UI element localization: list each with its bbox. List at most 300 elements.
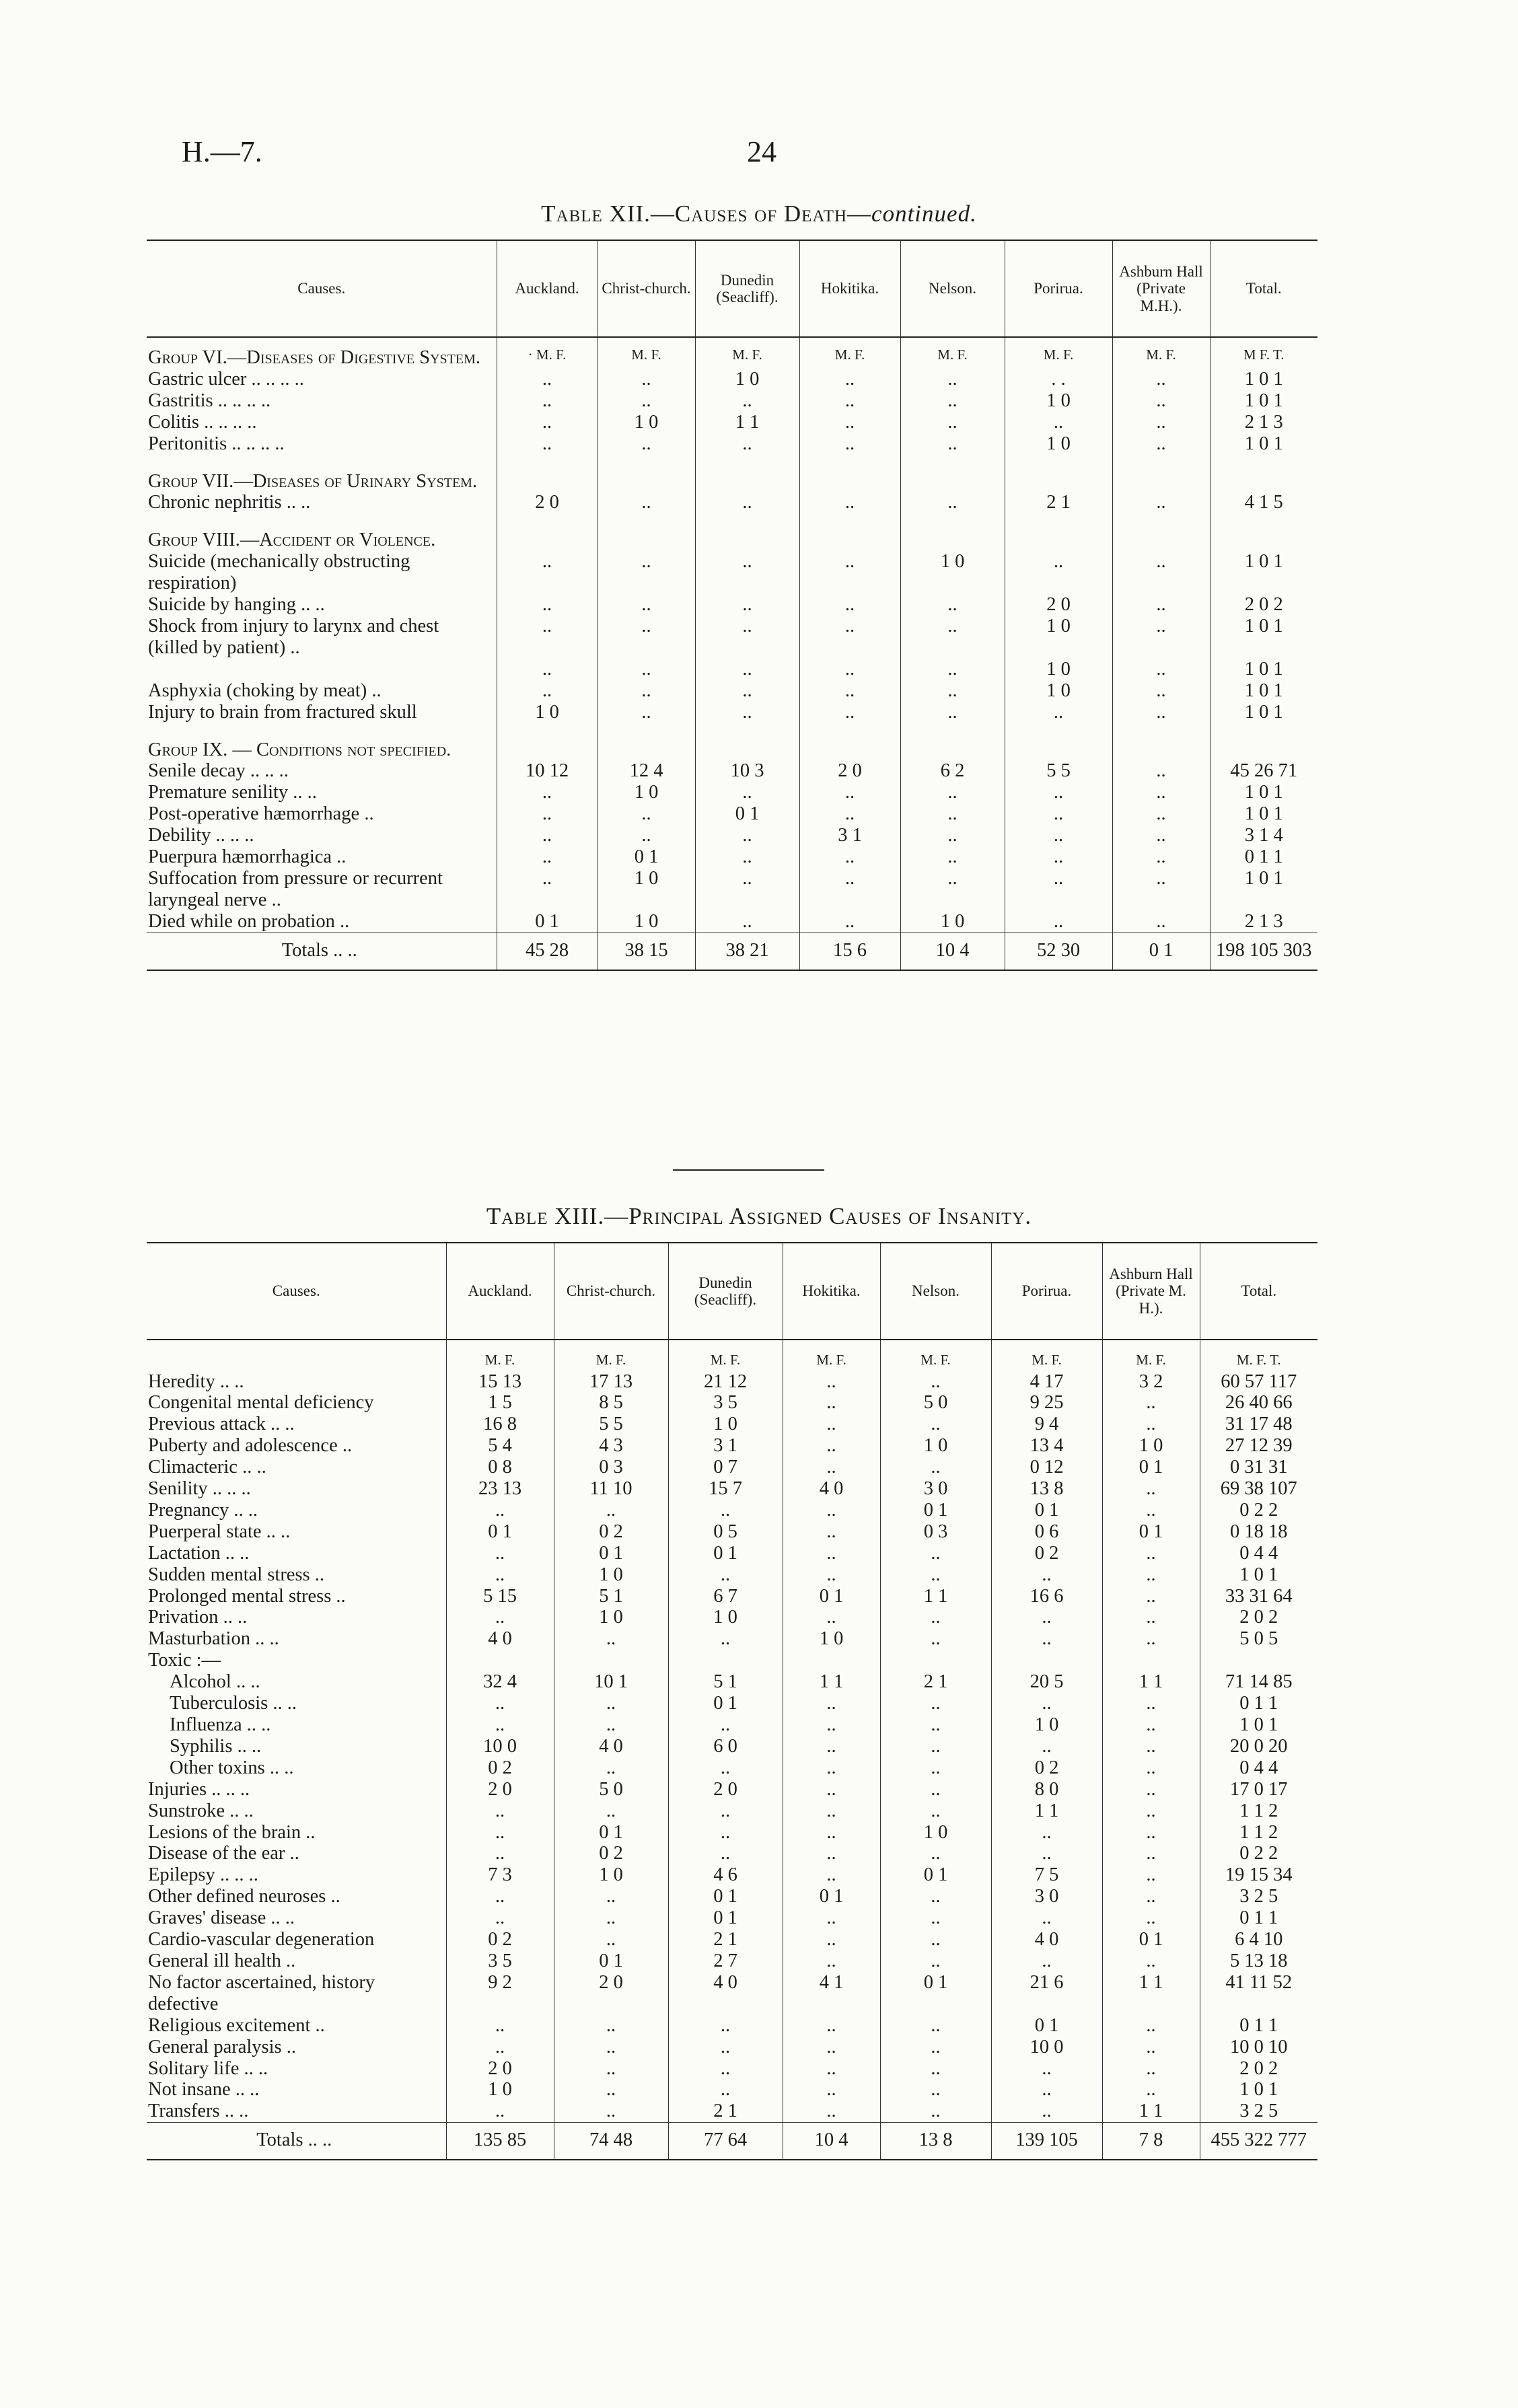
totals-cell: 38 21	[695, 933, 799, 970]
value-cell: ..	[783, 1392, 880, 1414]
column-header: Nelson.	[880, 1243, 991, 1340]
column-header: Christ-church.	[598, 240, 695, 337]
table-row	[147, 492, 1317, 513]
total-cell: 1 0 1	[1210, 868, 1317, 911]
value-cell: ..	[900, 492, 1005, 513]
sex-subheader: M. F.	[1102, 1340, 1200, 1371]
value-cell: ..	[668, 1564, 783, 1586]
value-cell: ..	[554, 1886, 668, 1907]
total-cell: 0 31 31	[1200, 1457, 1317, 1478]
table-row	[147, 2037, 1317, 2058]
spacer-cell	[598, 337, 695, 347]
value-cell: 13 4	[991, 1435, 1102, 1457]
group-row	[147, 347, 1317, 369]
value-cell: 1 0	[668, 1607, 783, 1628]
value-cell: 10 1	[554, 1671, 668, 1693]
table12-title-continued: continued.	[871, 200, 977, 227]
value-cell: 1 0	[900, 911, 1005, 933]
cause-label: Chronic nephritis .. ..	[148, 492, 311, 513]
total-cell: 1 0 1	[1210, 551, 1317, 594]
cause-label: Died while on probation ..	[148, 910, 350, 932]
value-cell: 0 1	[1102, 1521, 1200, 1543]
value-cell: 3 1	[799, 825, 900, 846]
value-cell	[497, 455, 598, 492]
value-cell: ..	[695, 492, 799, 513]
value-cell: ..	[880, 1457, 991, 1478]
value-cell: ..	[1005, 846, 1112, 868]
value-cell: ..	[783, 1564, 880, 1586]
total-cell: 4 1 5	[1210, 492, 1317, 513]
value-cell	[799, 455, 900, 492]
value-cell: ..	[900, 846, 1005, 868]
value-cell: ..	[880, 2079, 991, 2101]
total-cell	[1210, 513, 1317, 551]
value-cell	[695, 513, 799, 551]
value-cell: ..	[880, 1414, 991, 1435]
value-cell: 1 0	[1005, 616, 1112, 659]
cause-label: Transfers .. ..	[148, 2101, 249, 2122]
table-row	[147, 803, 1317, 825]
totals-label: Totals .. ..	[147, 933, 497, 970]
group-row	[147, 455, 1317, 492]
value-cell: 15 7	[668, 1478, 783, 1500]
cause-label: General ill health ..	[148, 1950, 296, 1971]
value-cell: ..	[1112, 702, 1210, 723]
value-cell: 15 13	[446, 1371, 554, 1393]
cause-label: Suicide by hanging .. ..	[148, 594, 325, 616]
value-cell: ..	[497, 825, 598, 846]
total-cell: 3 2 5	[1200, 2101, 1317, 2122]
cause-label: Previous attack .. ..	[148, 1414, 295, 1435]
value-cell: 0 1	[1102, 1457, 1200, 1478]
total-cell: 0 4 4	[1200, 1757, 1317, 1779]
value-cell: ..	[497, 412, 598, 433]
table-row	[147, 594, 1317, 616]
value-cell: ..	[446, 1564, 554, 1586]
value-cell: 0 2	[554, 1521, 668, 1543]
value-cell: ..	[1102, 2079, 1200, 2101]
table-row	[147, 702, 1317, 723]
value-cell: ..	[900, 659, 1005, 680]
value-cell: ..	[1112, 433, 1210, 455]
table-row	[147, 1907, 1317, 1929]
spacer-cell	[799, 337, 900, 347]
value-cell: ..	[1102, 1864, 1200, 1886]
cause-label: Congenital mental deficiency	[148, 1392, 374, 1414]
table-row	[147, 1822, 1317, 1844]
value-cell: 1 0	[554, 1864, 668, 1886]
value-cell: 2 0	[446, 2058, 554, 2080]
sex-subheader: M. F.	[783, 1340, 880, 1371]
value-cell: 12 4	[598, 760, 695, 782]
value-cell: ..	[799, 433, 900, 455]
cause-label: Cardio-vascular degeneration	[148, 1929, 375, 1950]
column-header: Hokitika.	[799, 240, 900, 337]
value-cell: ..	[668, 1714, 783, 1736]
value-cell: 0 2	[991, 1543, 1102, 1564]
value-cell: 6 7	[668, 1586, 783, 1607]
value-cell: ..	[991, 2079, 1102, 2101]
cause-label	[147, 659, 497, 680]
value-cell: ..	[799, 702, 900, 723]
value-cell: 1 5	[446, 1392, 554, 1414]
value-cell: ..	[446, 1543, 554, 1564]
value-cell: ..	[799, 369, 900, 390]
value-cell: ..	[783, 2058, 880, 2080]
table13-header-row	[147, 1243, 1317, 1340]
value-cell: 0 1	[668, 1543, 783, 1564]
cause-label: Tuberculosis .. ..	[170, 1693, 297, 1714]
value-cell: ..	[880, 2058, 991, 2080]
value-cell: ..	[1102, 1950, 1200, 1972]
total-cell: 1 0 1	[1200, 1564, 1317, 1586]
column-header: Total.	[1210, 240, 1317, 337]
value-cell	[799, 723, 900, 761]
value-cell: ..	[991, 1628, 1102, 1650]
value-cell: ..	[1005, 412, 1112, 433]
value-cell: ..	[799, 594, 900, 616]
value-cell: 0 1	[668, 1693, 783, 1714]
value-cell: ..	[1112, 868, 1210, 911]
value-cell: ..	[900, 680, 1005, 702]
value-cell: ..	[1102, 1843, 1200, 1864]
value-cell: ..	[1005, 702, 1112, 723]
value-cell	[783, 1650, 880, 1671]
value-cell: ..	[598, 803, 695, 825]
value-cell: ..	[783, 1929, 880, 1950]
value-cell: 1 1	[695, 412, 799, 433]
value-cell: 2 1	[880, 1671, 991, 1693]
value-cell: ..	[1102, 2037, 1200, 2058]
total-cell: 0 2 2	[1200, 1500, 1317, 1521]
value-cell: ..	[1005, 803, 1112, 825]
sex-subheader: M. F.	[554, 1340, 668, 1371]
value-cell: ..	[1005, 911, 1112, 933]
value-cell: 1 1	[1102, 1671, 1200, 1693]
value-cell: 4 0	[783, 1478, 880, 1500]
value-cell	[799, 513, 900, 551]
total-cell: 0 1 1	[1200, 1693, 1317, 1714]
table-row	[147, 1671, 1317, 1693]
value-cell: ..	[880, 1950, 991, 1972]
value-cell: 2 7	[668, 1950, 783, 1972]
value-cell: ..	[554, 1628, 668, 1650]
value-cell: ..	[1102, 1500, 1200, 1521]
group-label: Group IX. — Conditions not specified.	[148, 739, 451, 760]
value-cell: ..	[446, 1693, 554, 1714]
total-cell: 0 2 2	[1200, 1843, 1317, 1864]
value-cell: ..	[1102, 1779, 1200, 1800]
total-cell: 1 0 1	[1210, 803, 1317, 825]
value-cell: ..	[799, 390, 900, 412]
value-cell: 0 1	[554, 1950, 668, 1972]
value-cell: ..	[799, 551, 900, 594]
value-cell: 1 0	[598, 412, 695, 433]
column-header: Nelson.	[900, 240, 1005, 337]
value-cell: ..	[783, 1864, 880, 1886]
table12-header-row	[147, 240, 1317, 337]
table12-title	[0, 200, 1518, 227]
value-cell	[880, 1650, 991, 1671]
value-cell: 8 0	[991, 1779, 1102, 1800]
value-cell: 0 1	[991, 1500, 1102, 1521]
table-row	[147, 1972, 1317, 2015]
totals-cell: 10 4	[900, 933, 1005, 970]
value-cell: ..	[1102, 1886, 1200, 1907]
value-cell: ..	[991, 1843, 1102, 1864]
value-cell: ..	[598, 551, 695, 594]
cause-label: Religious excitement ..	[148, 2014, 325, 2036]
total-cell: 0 18 18	[1200, 1521, 1317, 1543]
value-cell: ..	[880, 1628, 991, 1650]
value-cell: ..	[598, 492, 695, 513]
value-cell: 10 0	[446, 1736, 554, 1757]
value-cell: 0 2	[991, 1757, 1102, 1779]
value-cell: ..	[900, 825, 1005, 846]
value-cell: 1 0	[991, 1714, 1102, 1736]
table-row	[147, 825, 1317, 846]
value-cell: 1 0	[1005, 433, 1112, 455]
table-row	[147, 2058, 1317, 2080]
value-cell: ..	[668, 1822, 783, 1844]
table-row	[147, 1650, 1317, 1671]
value-cell: 9 4	[991, 1414, 1102, 1435]
value-cell: 4 6	[668, 1864, 783, 1886]
totals-cell: 135 85	[446, 2123, 554, 2160]
value-cell: ..	[668, 2079, 783, 2101]
table-row	[147, 616, 1317, 659]
value-cell: ..	[695, 433, 799, 455]
value-cell: ..	[497, 659, 598, 680]
table-row	[147, 1843, 1317, 1864]
table-row	[147, 1607, 1317, 1628]
value-cell: ..	[783, 1736, 880, 1757]
value-cell: 1 0	[783, 1628, 880, 1650]
value-cell: ..	[695, 616, 799, 659]
value-cell: ..	[554, 1907, 668, 1929]
column-header: Causes.	[147, 240, 497, 337]
value-cell: 5 4	[446, 1435, 554, 1457]
value-cell: ..	[991, 1950, 1102, 1972]
table-row	[147, 1371, 1317, 1393]
value-cell: ..	[900, 433, 1005, 455]
value-cell: ..	[1102, 1478, 1200, 1500]
table12-title-main: Table XII.—Causes of Death—	[541, 200, 872, 227]
value-cell: ..	[1112, 680, 1210, 702]
value-cell: ..	[783, 1822, 880, 1844]
value-cell: ..	[1005, 782, 1112, 803]
cause-label: Prolonged mental stress ..	[148, 1585, 346, 1607]
total-cell: 1 0 1	[1200, 1714, 1317, 1736]
value-cell: ..	[1102, 1586, 1200, 1607]
value-cell: ..	[783, 2079, 880, 2101]
value-cell: ..	[554, 2037, 668, 2058]
value-cell: ..	[446, 1822, 554, 1844]
value-cell: 20 5	[991, 1671, 1102, 1693]
total-cell: 5 13 18	[1200, 1950, 1317, 1972]
value-cell: ..	[880, 1757, 991, 1779]
cause-label: General paralysis ..	[148, 2036, 296, 2057]
value-cell: ..	[446, 1800, 554, 1822]
value-cell: ..	[554, 2058, 668, 2080]
total-cell: 31 17 48	[1200, 1414, 1317, 1435]
column-header: Ashburn Hall (Private M.H.).	[1112, 240, 1210, 337]
total-cell: 3 2 5	[1200, 1886, 1317, 1907]
value-cell: 0 1	[991, 2015, 1102, 2037]
spacer-cell	[1210, 337, 1317, 347]
value-cell: 1 0	[668, 1414, 783, 1435]
value-cell: M. F.	[598, 347, 695, 369]
value-cell: ..	[880, 2101, 991, 2122]
table-row	[147, 2079, 1317, 2101]
value-cell: ..	[991, 1564, 1102, 1586]
value-cell: ..	[880, 1564, 991, 1586]
table-row	[147, 390, 1317, 412]
value-cell	[598, 455, 695, 492]
value-cell: ..	[880, 1693, 991, 1714]
value-cell: ..	[668, 2015, 783, 2037]
table-row	[147, 1478, 1317, 1500]
totals-cell: 455 322 777	[1200, 2123, 1317, 2160]
value-cell: 0 2	[554, 1843, 668, 1864]
totals-cell: 74 48	[554, 2123, 668, 2160]
total-cell: 71 14 85	[1200, 1671, 1317, 1693]
value-cell: ..	[554, 2101, 668, 2122]
value-cell: ..	[783, 1414, 880, 1435]
value-cell: ..	[554, 1500, 668, 1521]
total-cell: 27 12 39	[1200, 1435, 1317, 1457]
value-cell: 0 7	[668, 1457, 783, 1478]
value-cell: 3 5	[668, 1392, 783, 1414]
cause-label: Other defined neuroses ..	[148, 1886, 340, 1907]
value-cell: 5 5	[554, 1414, 668, 1435]
value-cell: 1 0	[1005, 659, 1112, 680]
value-cell: ..	[1112, 412, 1210, 433]
table-row	[147, 1929, 1317, 1950]
total-cell: 26 40 66	[1200, 1392, 1317, 1414]
column-header: Christ-church.	[554, 1243, 668, 1340]
value-cell: 21 6	[991, 1972, 1102, 2015]
value-cell: 6 2	[900, 760, 1005, 782]
value-cell: ..	[695, 551, 799, 594]
value-cell	[1112, 723, 1210, 761]
value-cell: ..	[497, 369, 598, 390]
total-cell: 1 0 1	[1210, 433, 1317, 455]
value-cell: 5 0	[554, 1779, 668, 1800]
value-cell: ..	[991, 2058, 1102, 2080]
total-cell: 2 0 2	[1200, 1607, 1317, 1628]
value-cell: 0 5	[668, 1521, 783, 1543]
value-cell: ..	[446, 2015, 554, 2037]
table-row	[147, 2015, 1317, 2037]
value-cell: ..	[668, 1843, 783, 1864]
value-cell: 1 0	[446, 2079, 554, 2101]
table-row	[147, 1693, 1317, 1714]
table12-body	[147, 337, 1317, 970]
value-cell: 11 10	[554, 1478, 668, 1500]
value-cell: ..	[991, 2101, 1102, 2122]
value-cell	[598, 723, 695, 761]
value-cell	[695, 455, 799, 492]
value-cell: 1 0	[598, 911, 695, 933]
value-cell: ..	[1102, 1757, 1200, 1779]
value-cell: ..	[900, 369, 1005, 390]
value-cell: ..	[497, 551, 598, 594]
value-cell: ..	[668, 1800, 783, 1822]
value-cell: ..	[1005, 825, 1112, 846]
value-cell: 2 0	[497, 492, 598, 513]
spacer-cell	[900, 337, 1005, 347]
total-cell: M F. T.	[1210, 347, 1317, 369]
value-cell: ..	[446, 1714, 554, 1736]
value-cell: ..	[783, 1907, 880, 1929]
value-cell: ..	[668, 1628, 783, 1650]
table-row	[147, 1414, 1317, 1435]
value-cell: ..	[783, 1714, 880, 1736]
value-cell: ..	[446, 1843, 554, 1864]
value-cell: 7 3	[446, 1864, 554, 1886]
spacer-cell	[1112, 337, 1210, 347]
table-row	[147, 1392, 1317, 1414]
value-cell: ..	[783, 1693, 880, 1714]
cause-label: Privation .. ..	[148, 1607, 248, 1628]
value-cell: ..	[783, 1521, 880, 1543]
value-cell: 23 13	[446, 1478, 554, 1500]
totals-cell: 13 8	[880, 2123, 991, 2160]
totals-row	[147, 933, 1317, 970]
table-row	[147, 1714, 1317, 1736]
value-cell: 0 1	[598, 846, 695, 868]
total-cell: 2 1 3	[1210, 412, 1317, 433]
sex-subheader: M. F.	[991, 1340, 1102, 1371]
value-cell: 10 12	[497, 760, 598, 782]
sex-subheader-row	[147, 1340, 1317, 1371]
cause-label: Colitis .. .. .. ..	[148, 411, 257, 433]
value-cell: ..	[783, 1457, 880, 1478]
totals-cell: 10 4	[783, 2123, 880, 2160]
value-cell: 16 6	[991, 1586, 1102, 1607]
value-cell: M. F.	[900, 347, 1005, 369]
value-cell: 0 1	[668, 1907, 783, 1929]
table-row	[147, 1435, 1317, 1457]
column-header: Porirua.	[991, 1243, 1102, 1340]
value-cell: ..	[1102, 1543, 1200, 1564]
value-cell: ..	[497, 868, 598, 911]
table13	[147, 1242, 1317, 2160]
total-cell: 1 0 1	[1210, 782, 1317, 803]
value-cell: ..	[1005, 868, 1112, 911]
value-cell: ..	[799, 616, 900, 659]
total-cell: 1 1 2	[1200, 1800, 1317, 1822]
value-cell: ..	[497, 433, 598, 455]
value-cell: 0 6	[991, 1521, 1102, 1543]
value-cell: ..	[991, 1822, 1102, 1844]
value-cell: ..	[1112, 760, 1210, 782]
value-cell: 5 5	[1005, 760, 1112, 782]
value-cell: ..	[880, 1929, 991, 1950]
value-cell: 2 1	[668, 1929, 783, 1950]
value-cell: ..	[598, 616, 695, 659]
column-header: Dunedin (Seacliff).	[695, 240, 799, 337]
value-cell: 1 1	[1102, 2101, 1200, 2122]
table13-body	[147, 1340, 1317, 2160]
value-cell: ..	[695, 680, 799, 702]
table-row	[147, 680, 1317, 702]
value-cell: ..	[1102, 1736, 1200, 1757]
value-cell: 0 2	[446, 1929, 554, 1950]
value-cell: ..	[1102, 1822, 1200, 1844]
value-cell: 1 1	[991, 1800, 1102, 1822]
